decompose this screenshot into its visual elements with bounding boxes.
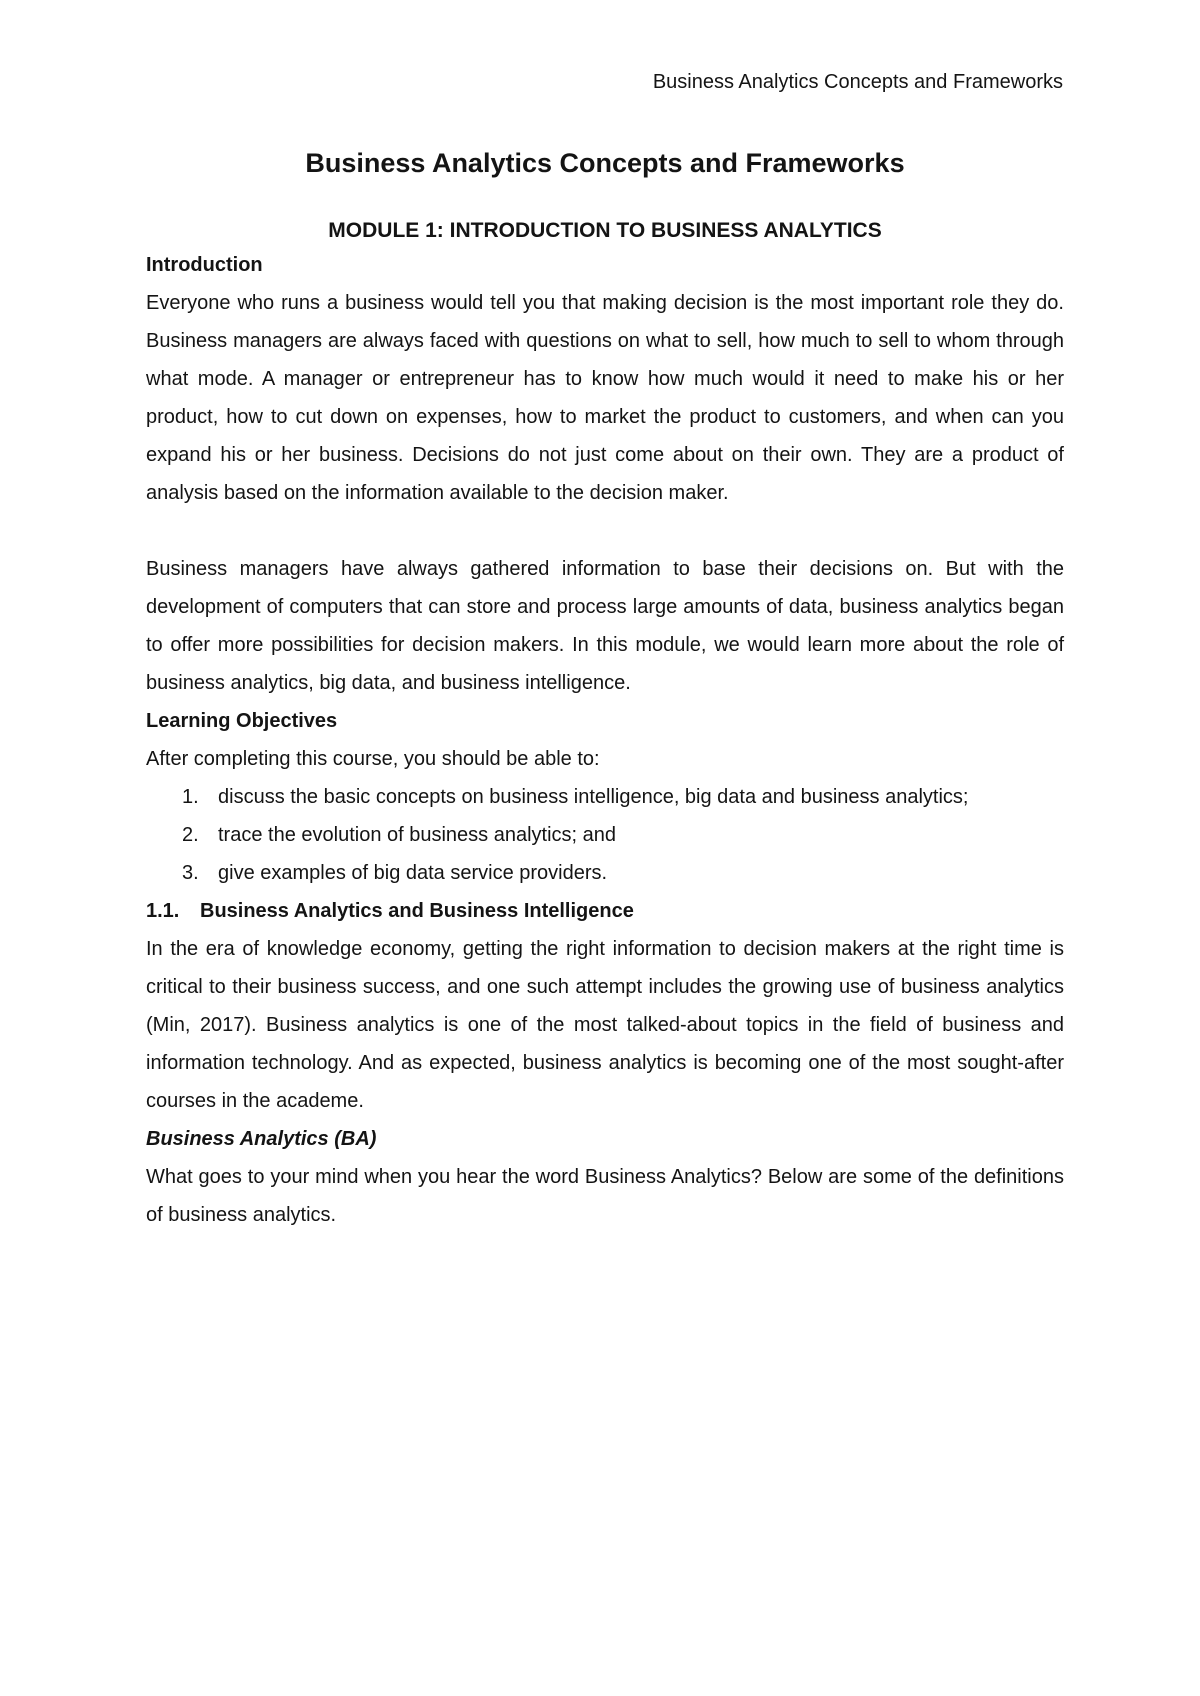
learning-objectives-list bbox=[146, 778, 1064, 892]
list-item-number: 3. bbox=[182, 862, 199, 884]
list-item-number: 1. bbox=[182, 786, 199, 808]
list-item-number: 2. bbox=[182, 824, 199, 846]
section-title: Business Analytics and Business Intelligence bbox=[200, 900, 634, 922]
module-title: MODULE 1: INTRODUCTION TO BUSINESS ANALYTICS bbox=[328, 219, 882, 242]
list-item bbox=[146, 816, 1064, 854]
section-1-1-heading bbox=[146, 892, 1064, 930]
introduction-paragraph-1: Everyone who runs a business would tell you that making decision is the most important role they do. Business managers are always faced with questions on what to sell, how much to sell to whom through what mode. A manager or entrepreneur has to know how much would it need to make his or her product, how to cut down on expenses, how to market the product to customers, and when can you expand his or her business. Decisions do not just come about on their own. They are a product of analysis based on the information available to the decision maker. bbox=[146, 292, 1064, 504]
introduction-paragraph-2: Business managers have always gathered information to base their decisions on. But with the development of computers that can store and process large amounts of data, business analytics began to offer more possibilities for decision makers. In this module, we would learn more about the role of business analytics, big data, and business intelligence. bbox=[146, 558, 1064, 694]
learning-objectives-lead: After completing this course, you should be able to: bbox=[146, 748, 600, 770]
business-analytics-paragraph: What goes to your mind when you hear the word Business Analytics? Below are some of the definitions of business analytics. bbox=[146, 1166, 1064, 1226]
document-body bbox=[146, 146, 1064, 1234]
introduction-heading: Introduction bbox=[146, 254, 263, 276]
list-item bbox=[146, 854, 1064, 892]
list-item-text: trace the evolution of business analytics; and bbox=[218, 824, 617, 846]
business-analytics-heading: Business Analytics (BA) bbox=[146, 1128, 377, 1150]
section-number: 1.1. bbox=[146, 900, 180, 922]
document-title: Business Analytics Concepts and Frameworks bbox=[305, 148, 905, 178]
running-header: Business Analytics Concepts and Frameworks bbox=[652, 71, 1063, 93]
list-item-text: discuss the basic concepts on business intelligence, big data and business analytics; bbox=[218, 786, 969, 808]
list-item-text: give examples of big data service providers. bbox=[218, 862, 608, 884]
section-1-1-paragraph: In the era of knowledge economy, getting the right information to decision makers at the right time is critical to their business success, and one such attempt includes the growing use of business analytics (Min, 2017). Business analytics is one of the most talked-about topics in the field of business and information technology. And as expected, business analytics is becoming one of the most sought-after courses in the academe. bbox=[146, 938, 1064, 1112]
list-item bbox=[146, 778, 1064, 816]
learning-objectives-heading: Learning Objectives bbox=[146, 710, 338, 732]
